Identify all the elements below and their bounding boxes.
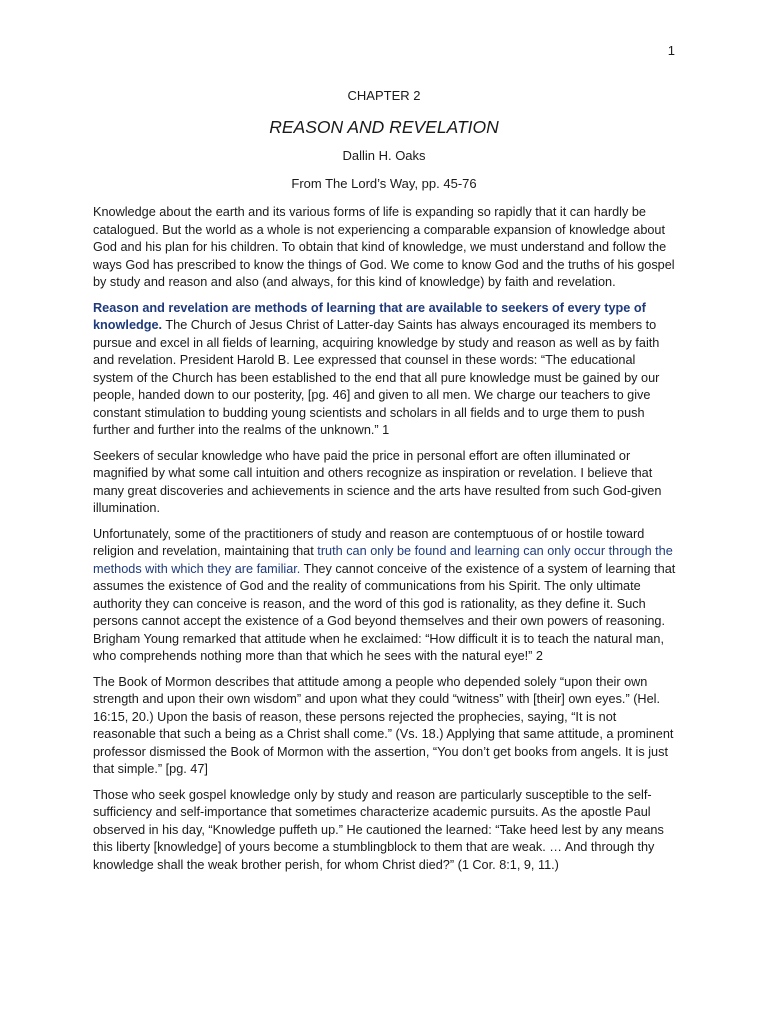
paragraph-4 [93, 526, 677, 666]
paragraph-1: Knowledge about the earth and its various forms of life is expanding so rapidly that it can hardly be catalogued. But the world as a whole is not experiencing a comparable expansion of knowledge about God and his plan for his children. To obtain that kind of knowledge, we must understand and follow the ways God has prescribed to know the things of God. We come to know God and the truths of his gospel by study and reason and also (and always, for this kind of knowledge) by faith and revelation. [93, 205, 675, 289]
document-body [93, 204, 677, 882]
paragraph-5: The Book of Mormon describes that attitude among a people who depended solely “upon their own strength and upon their own wisdom” and upon what they could “witness” with [their] own eyes.” (Hel. 16:15, 20.) Upon the basis of reason, these persons rejected the prophecies, saying, “It is not reasonable that such a being as a Christ shall come.” (Vs. 18.) Applying that same attitude, a prominent professor dismissed the Book of Mormon with the assertion, “You don’t get books from angels. It is just that simple.” [pg. 47] [93, 674, 674, 776]
paragraph-2 [93, 300, 677, 440]
page-number: 1 [667, 43, 675, 58]
paragraph-3: Seekers of secular knowledge who have paid the price in personal effort are often illuminated or magnified by what some call intuition and others recognize as inspiration or revelation. I believe that many great discoveries and achievements in science and the arts have resulted from such God-given illumination. [93, 448, 662, 515]
document-title: REASON AND REVELATION [269, 117, 499, 137]
paragraph-text: Unfortunately, some of the practitioners of study and reason are contemptuous of or hostile toward religion and revelation, maintaining that [93, 526, 645, 558]
paragraph-text: The Church of Jesus Christ of Latter-day Saints has always encouraged its members to pursue and excel in all fields of learning, acquiring knowledge by study and reason as well as by faith and revelation. President Harold B. Lee expressed that counsel in these words: “The educational system of the Church has been established to the end that all pure knowledge must be gained by our people, handed down to our posterity, [pg. 46] and given to all men. We charge our teachers to give constant stimulation to budding young scientists and scholars in all fields and to urge them to push further and further into the realms of the unknown.” 1 [93, 318, 660, 437]
source-citation: From The Lord’s Way, pp. 45-76 [291, 176, 477, 191]
author-name: Dallin H. Oaks [342, 148, 426, 163]
highlighted-text: Reason and revelation are methods of learning that are available to seekers of every type of knowledge. [93, 300, 646, 332]
chapter-label: CHAPTER 2 [347, 88, 421, 103]
paragraph-6: Those who seek gospel knowledge only by study and reason are particularly susceptible to the self-sufficiency and self-importance that sometimes characterize academic pursuits. As the apostle Paul observed in his day, “Knowledge puffeth up.” He cautioned the learned: “Take heed lest by any means this liberty [knowledge] of yours become a stumblingblock to them that are weak. … And through thy knowledge shall the weak brother perish, for whom Christ died?” (1 Cor. 8:1, 9, 11.) [93, 787, 664, 872]
highlighted-text: truth can only be found and learning can only occur through the methods with which they are familiar. [93, 544, 673, 576]
document-header [0, 86, 768, 194]
paragraph-text: They cannot conceive of the existence of a system of learning that assumes the existence of God and the reality of communications from his Spirit. The only ultimate authority they can conceive is reason, and the word of this god is rationality, as they define it. Such persons cannot accept the existence of a God beyond themselves and their own powers of reasoning. Brigham Young remarked that attitude when he exclaimed: “How difficult it is to teach the natural man, who comprehends nothing more than that which he sees with the natural eye!” 2 [93, 561, 676, 663]
